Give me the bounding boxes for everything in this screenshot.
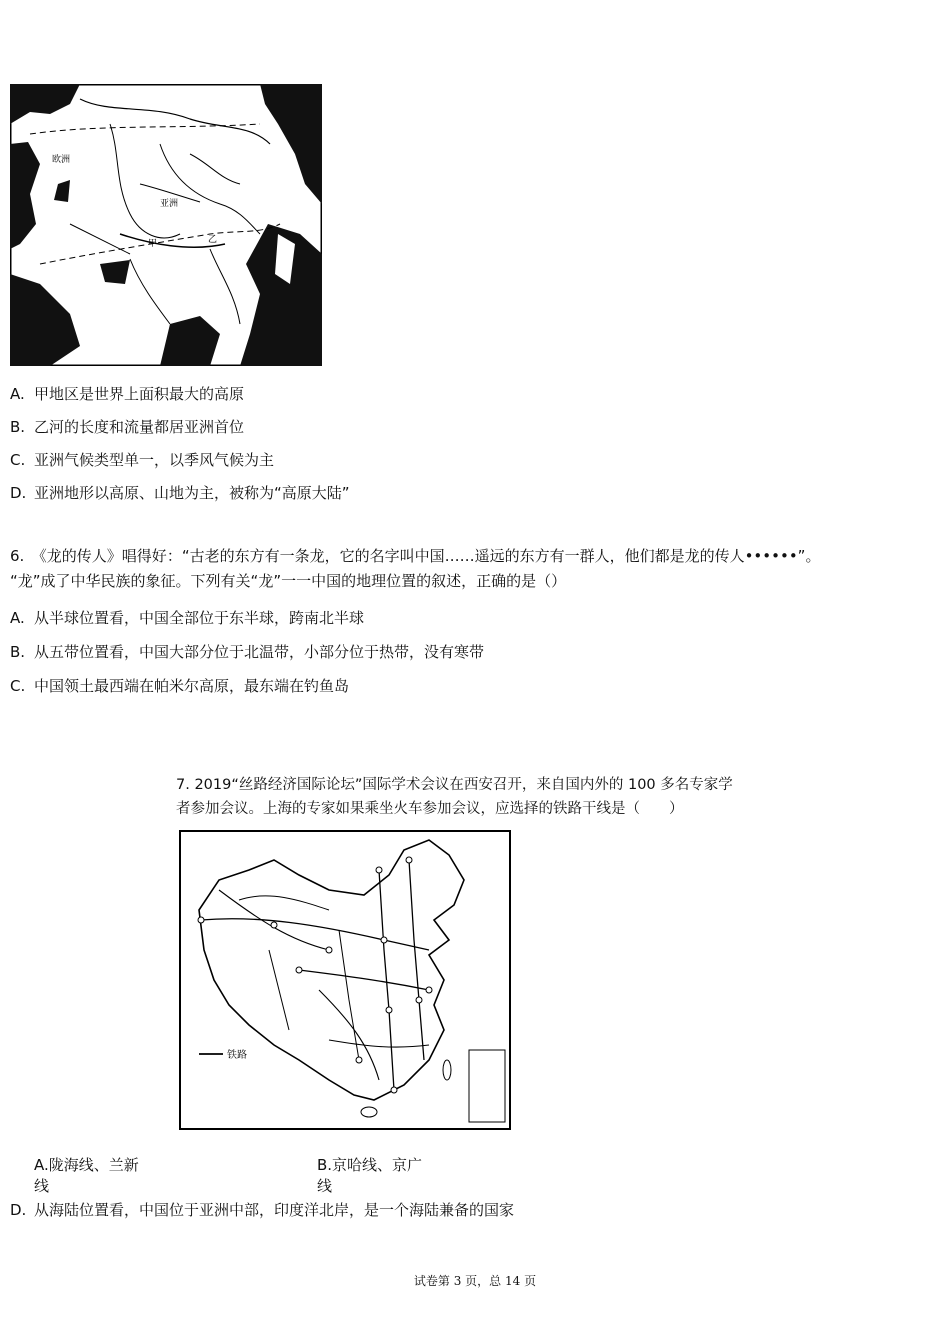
option-text: 甲地区是世界上面积最大的高原 — [34, 385, 245, 403]
option-key: B. — [10, 643, 26, 661]
label-yi: 乙 — [208, 234, 218, 244]
option-key: D. — [10, 484, 27, 502]
option-key: A. — [10, 385, 25, 403]
q7-stem-line1: 7. 2019“丝路经济国际论坛”国际学术会议在西安召开，来自国内外的 100 多名专家学 — [176, 777, 733, 793]
option-text: 中国领土最西端在帕米尔高原，最东端在钓鱼岛 — [34, 677, 350, 695]
q6-option-b[interactable] — [10, 642, 484, 662]
option-key: A. — [10, 609, 25, 627]
q6-stem-line2: “龙”成了中华民族的象征。下列有关“龙”一一中国的地理位置的叙述，正确的是（） — [10, 572, 567, 590]
q5-option-a[interactable] — [10, 384, 244, 404]
q7-option-b[interactable] — [317, 1155, 447, 1197]
q6-option-a[interactable] — [10, 608, 364, 628]
option-key: B. — [10, 418, 26, 436]
label-asia: 亚洲 — [160, 198, 179, 208]
china-railway-map — [179, 830, 511, 1130]
option-text: 亚洲地形以高原、山地为主，被称为“高原大陆” — [34, 484, 350, 502]
q5-option-c[interactable] — [10, 450, 274, 470]
option-text-line2: 线 — [317, 1177, 333, 1195]
q7-stem-line2: 者参加会议。上海的专家如果乘坐火车参加会议，应选择的铁路干线是（ ） — [176, 801, 684, 817]
option-text: 乙河的长度和流量都居亚洲首位 — [34, 418, 245, 436]
q6-option-c[interactable] — [10, 676, 349, 696]
option-text-line1: B.京哈线、京广 — [317, 1156, 423, 1174]
option-text-line1: A.陇海线、兰新 — [34, 1156, 139, 1174]
label-jia: 甲 — [148, 238, 158, 248]
legend-railway: 铁路 — [227, 1050, 247, 1061]
q7-option-a[interactable] — [34, 1155, 164, 1197]
q6-option-d[interactable] — [10, 1200, 514, 1220]
asia-map — [10, 84, 322, 366]
q5-option-b[interactable] — [10, 417, 244, 437]
label-europe: 欧洲 — [52, 154, 71, 164]
china-railway-map-figure — [179, 830, 511, 1130]
page-footer: 试卷第 3 页，总 14 页 — [413, 1274, 537, 1288]
option-key: C. — [10, 451, 26, 469]
option-text-line2: 线 — [34, 1177, 50, 1195]
option-text: 亚洲气候类型单一，以季风气候为主 — [34, 451, 275, 469]
q6-stem-line1: 6. 《龙的传人》唱得好：“古老的东方有一条龙，它的名字叫中国……遥远的东方有一群人，他们都是龙的传人••••••”。 — [10, 547, 821, 565]
option-key: C. — [10, 677, 26, 695]
option-text: 从海陆位置看，中国位于亚洲中部，印度洋北岸，是一个海陆兼备的国家 — [34, 1201, 515, 1219]
q5-option-d[interactable] — [10, 483, 350, 503]
option-text: 从半球位置看，中国全部位于东半球，跨南北半球 — [34, 609, 365, 627]
option-key: D. — [10, 1201, 27, 1219]
option-text: 从五带位置看，中国大部分位于北温带，小部分位于热带，没有寒带 — [34, 643, 485, 661]
asia-map-figure — [10, 84, 322, 366]
